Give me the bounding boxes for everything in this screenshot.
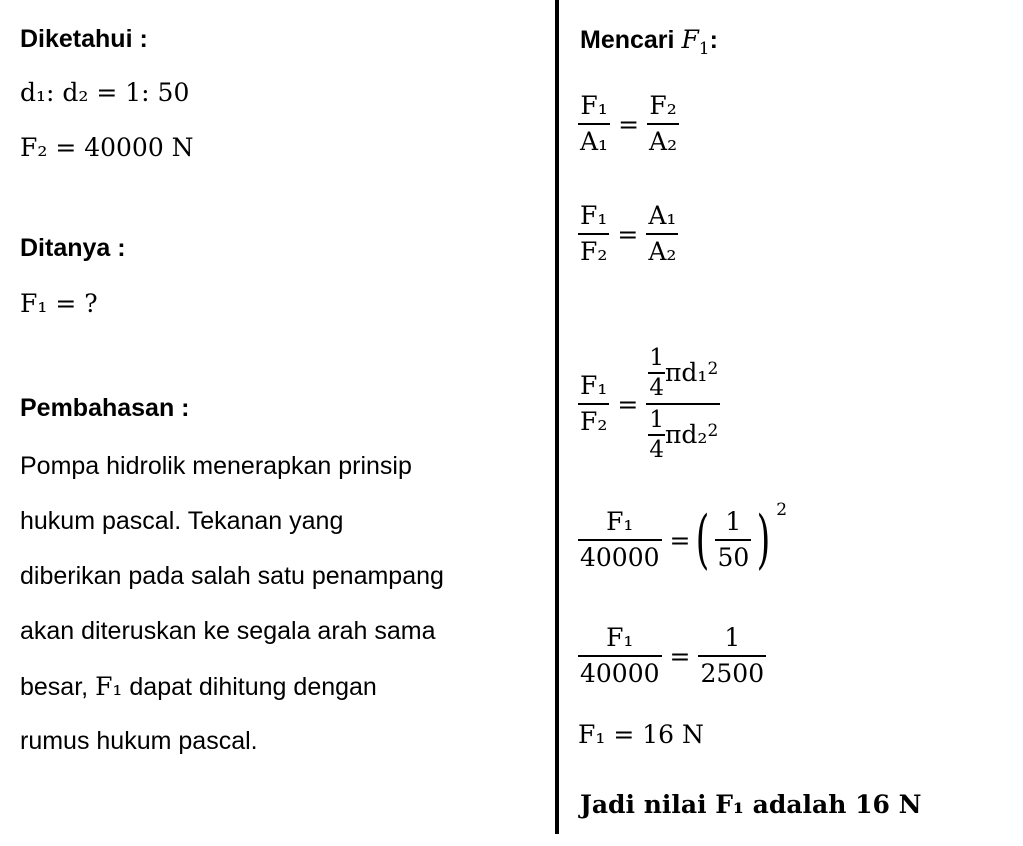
fraction bbox=[578, 202, 609, 266]
find-heading-colon: : bbox=[709, 26, 718, 54]
denominator: A₁ bbox=[578, 123, 610, 156]
discussion-line: Pompa hidrolik menerapkan prinsip bbox=[20, 452, 412, 480]
denominator: 40000 bbox=[578, 539, 662, 572]
denominator: A₂ bbox=[646, 233, 678, 266]
left-parenthesis: ( bbox=[696, 503, 710, 577]
find-heading-text: Mencari bbox=[580, 26, 682, 54]
pi-d1-term: πd₁ bbox=[664, 358, 708, 387]
asked-heading: Ditanya : bbox=[20, 234, 126, 262]
numerator: F₁ bbox=[580, 91, 608, 120]
equation-4: $\frac{\text{F₁}}{40000}$ = ( $\frac{1}{50}$ ) 2 bbox=[580, 500, 788, 577]
discussion-heading: Pembahasan : bbox=[20, 394, 190, 422]
known-heading: Diketahui : bbox=[20, 25, 148, 53]
equals-sign: = bbox=[669, 641, 691, 671]
denominator: 4 bbox=[648, 372, 665, 400]
discussion-text: dapat dihitung dengan bbox=[122, 673, 377, 701]
conclusion: Jadi nilai F₁ adalah 16 N bbox=[580, 790, 922, 819]
find-heading bbox=[580, 25, 718, 59]
compound-numerator: $\frac{1}{4}$ πd₁ $^2$ bbox=[649, 345, 719, 401]
fraction bbox=[646, 202, 678, 266]
fraction bbox=[715, 508, 751, 572]
numerator: A₁ bbox=[648, 201, 677, 230]
known-ratio: d₁: d₂ = 1: 50 bbox=[20, 78, 190, 107]
numerator: F₁ bbox=[606, 623, 634, 652]
denominator: 2500 bbox=[698, 655, 766, 688]
fraction bbox=[578, 508, 662, 572]
denominator: 40000 bbox=[578, 655, 662, 688]
numerator: F₁ bbox=[580, 371, 608, 400]
asked-value: F₁ = ? bbox=[20, 289, 98, 318]
fraction bbox=[578, 372, 609, 436]
denominator: F₂ bbox=[578, 233, 609, 266]
result-equation: F₁ = 16 N bbox=[578, 720, 704, 749]
quarter-fraction bbox=[648, 346, 665, 400]
denominator: A₂ bbox=[647, 123, 679, 156]
fraction bbox=[578, 92, 610, 156]
force-variable: F₁ bbox=[95, 672, 123, 701]
discussion-line: akan diteruskan ke segala arah sama bbox=[20, 617, 436, 645]
numerator: F₁ bbox=[606, 507, 634, 536]
equals-sign: = bbox=[618, 109, 640, 139]
equation-5 bbox=[578, 624, 766, 688]
discussion-line: rumus hukum pascal. bbox=[20, 727, 258, 755]
column-divider bbox=[555, 0, 559, 834]
equation-2 bbox=[578, 202, 678, 266]
discussion-line bbox=[20, 672, 377, 702]
pi-d2-term: πd₂ bbox=[664, 420, 708, 449]
fraction bbox=[578, 624, 662, 688]
discussion-text: besar, bbox=[20, 673, 96, 701]
numerator: 1 bbox=[649, 407, 664, 433]
compound-denominator: $\frac{1}{4}$ πd₂ $^2$ bbox=[646, 403, 720, 462]
denominator: 50 bbox=[715, 539, 751, 572]
denominator: F₂ bbox=[578, 403, 609, 436]
discussion-line: diberikan pada salah satu penampang bbox=[20, 562, 444, 590]
find-heading-var: F bbox=[681, 25, 699, 54]
numerator: F₁ bbox=[580, 201, 608, 230]
numerator: 1 bbox=[725, 507, 742, 536]
equation-1 bbox=[578, 92, 679, 156]
fraction bbox=[647, 92, 679, 156]
find-heading-sub: 1 bbox=[698, 39, 710, 59]
denominator: 4 bbox=[648, 434, 665, 462]
equals-sign: = bbox=[617, 389, 639, 419]
equals-sign: = bbox=[617, 219, 639, 249]
compound-fraction bbox=[646, 346, 720, 462]
numerator: F₂ bbox=[649, 91, 677, 120]
numerator: 1 bbox=[724, 623, 741, 652]
equation-3 bbox=[578, 346, 720, 462]
numerator: 1 bbox=[649, 345, 664, 371]
right-parenthesis: ) bbox=[756, 503, 771, 577]
fraction bbox=[698, 624, 766, 688]
discussion-line: hukum pascal. Tekanan yang bbox=[20, 507, 344, 535]
quarter-fraction bbox=[648, 408, 665, 462]
equals-sign: = bbox=[669, 525, 691, 555]
known-force: F₂ = 40000 N bbox=[20, 133, 194, 162]
